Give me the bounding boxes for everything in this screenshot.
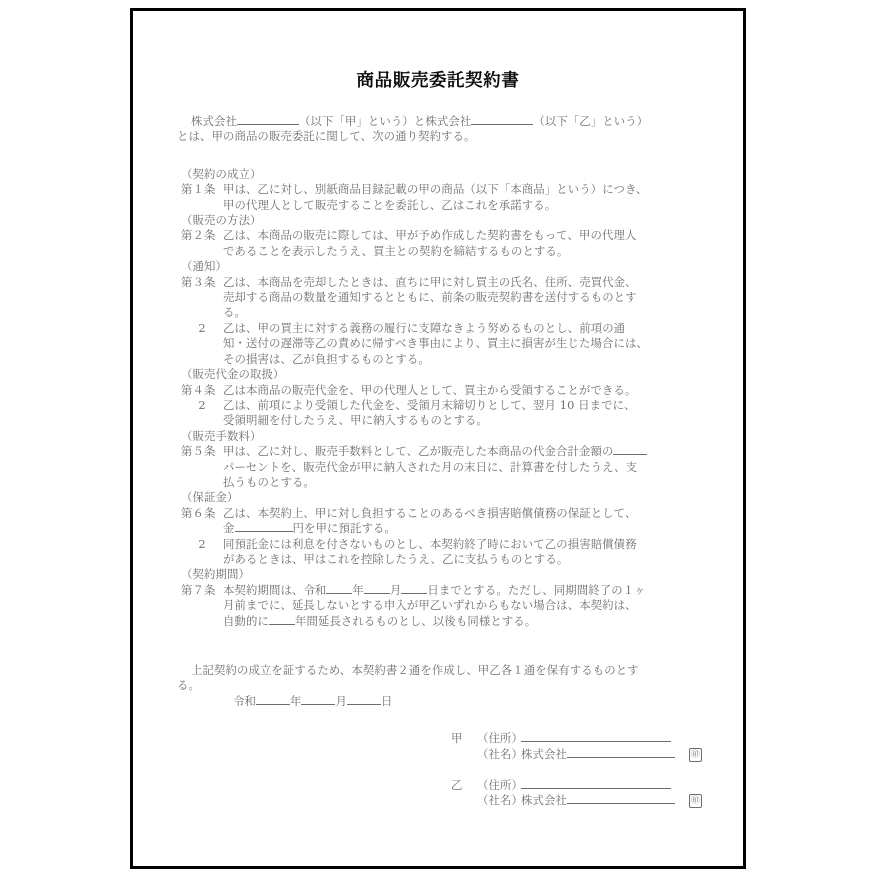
article-7-body <box>223 583 725 629</box>
article-7-term-d: 日までとする。ただし、同期間終了の１ヶ <box>427 582 646 597</box>
article-7-term-a: 本契約期間は、令和 <box>223 582 327 597</box>
article-7-label: 第７条 <box>181 582 216 597</box>
article-1 <box>151 182 725 213</box>
signature-ko-party-label: 甲 <box>451 731 463 746</box>
seal-icon-otsu: ㊞ <box>690 796 700 807</box>
article-6-clause-2-line-1: 同預託金には利息を付さないものとし、本契約終了時において乙の損害賠償債務 <box>223 536 637 551</box>
article-3-line-3: る。 <box>223 305 246 320</box>
closing-statement <box>151 663 725 694</box>
signature-otsu-company-prefix: 株式会社 <box>521 793 567 808</box>
article-2-body <box>223 228 725 259</box>
preamble-text-c: （以下「乙」という） <box>533 114 649 128</box>
article-4-clause-2-label: 2 <box>198 397 206 412</box>
article-5-heading: （販売手数料） <box>181 428 262 443</box>
article-7-blank-year <box>326 593 352 594</box>
article-7 <box>151 583 725 629</box>
article-3-line-2: 売却する商品の数量を通知するとともに、前条の販売契約書を送付するものとす <box>223 290 637 305</box>
article-5-line-1 <box>223 444 725 459</box>
preamble-line-1 <box>177 114 725 129</box>
article-2-label: 第２条 <box>181 228 216 243</box>
article-5-text-a: 甲は、乙に対し、販売手数料として、乙が販売した本商品の代金合計金額の <box>223 444 614 459</box>
signature-ko-name-label: （社名） <box>477 746 523 761</box>
signature-otsu-address-field[interactable] <box>521 788 671 789</box>
article-4 <box>151 383 725 398</box>
spacer-before-closing <box>151 629 725 663</box>
article-7-line-1 <box>223 583 725 598</box>
article-1-heading: （契約の成立） <box>181 166 262 181</box>
article-2-heading: （販売の方法） <box>181 213 262 228</box>
signature-ko-address-field[interactable] <box>521 741 671 742</box>
article-6-deposit-a: 金 <box>223 521 235 536</box>
article-1-label: 第１条 <box>181 182 216 197</box>
article-3-heading: （通知） <box>181 259 227 274</box>
article-5-line-3: 払うものとする。 <box>223 474 315 489</box>
article-4-clause-2-line-1: 乙は、前項により受領した代金を、受領月末締切りとして、翌月 10 日までに、 <box>223 397 636 412</box>
article-6-clause-2-line-2: があるときは、甲はこれを控除したうえ、乙に支払うものとする。 <box>223 551 569 566</box>
article-2 <box>151 228 725 259</box>
article-7-blank-renewal-years <box>269 624 295 625</box>
article-3-clause-2-line-2: 知・送付の遅滞等乙の責めに帰すべき事由により、買主に損害が生じた場合には、 <box>223 336 648 351</box>
article-7-blank-month <box>364 593 390 594</box>
article-6-deposit-b: 円を甲に預託する。 <box>292 521 396 536</box>
article-7-heading: （契約期間） <box>181 567 250 582</box>
article-6-body <box>223 506 725 537</box>
article-6-clause-2 <box>151 537 725 568</box>
article-6-clause-2-body <box>223 537 725 568</box>
article-6-blank-amount <box>235 531 293 532</box>
signature-block <box>151 731 725 809</box>
article-2-line-2: であることを表示したうえ、買主との契約を締結するものとする。 <box>223 243 569 258</box>
article-3-clause-2-line-1: 乙は、甲の買主に対する義務の履行に支障なきよう努めるものとし、前項の通 <box>223 320 626 335</box>
signature-otsu-address-row <box>451 778 725 793</box>
execution-date-line <box>151 694 725 709</box>
preamble-line-2: とは、甲の商品の販売委託に関して、次の通り契約する。 <box>177 129 476 144</box>
article-6-clause-2-label: 2 <box>198 536 206 551</box>
article-7-term-b: 年 <box>352 582 364 597</box>
article-7-term-c: 月 <box>389 582 402 597</box>
spacer-after-preamble <box>151 145 725 167</box>
article-4-clause-2-line-2: 受領明細を付したうえ、甲に納入するものとする。 <box>223 413 488 428</box>
article-6-label: 第６条 <box>181 505 216 520</box>
preamble-paragraph <box>151 114 725 145</box>
article-1-body <box>223 182 725 213</box>
article-7-line-3 <box>223 614 725 629</box>
date-day-label: 日 <box>380 693 393 708</box>
signature-ko-address-label: （住所） <box>477 731 523 746</box>
date-blank-year <box>256 704 290 705</box>
article-1-line-2: 甲の代理人として販売することを委託し、乙はこれを承諾する。 <box>223 197 557 212</box>
article-3-clause-2 <box>151 321 725 367</box>
article-4-heading: （販売代金の取扱） <box>181 367 285 382</box>
article-3-label: 第３条 <box>181 274 216 289</box>
date-blank-day <box>347 704 381 705</box>
article-6-line-1: 乙は、本契約上、甲に対し負担することのあるべき損害賠償債務の保証として、 <box>223 505 637 520</box>
article-7-line-2: 月前までに、延長しないとする申入が甲乙いずれからもない場合は、本契約は、 <box>223 598 637 613</box>
date-year-label: 年 <box>289 693 302 708</box>
article-4-label: 第４条 <box>181 382 216 397</box>
signature-ko-company-prefix: 株式会社 <box>521 746 567 761</box>
spacer-between-signatures <box>451 763 725 778</box>
article-4-clause-2 <box>151 398 725 429</box>
spacer-before-signatures <box>151 709 725 731</box>
signature-ko-address-row <box>451 731 725 746</box>
date-blank-month <box>301 704 335 705</box>
article-3-clause-2-body <box>223 321 725 367</box>
seal-icon-ko: ㊞ <box>690 749 700 760</box>
preamble-blank-party-a <box>237 124 299 125</box>
article-3-clause-2-label: 2 <box>198 320 206 335</box>
article-5-blank-percent <box>613 454 647 455</box>
signature-otsu-address-label: （住所） <box>477 777 523 792</box>
signature-ko-name-row <box>451 747 725 763</box>
article-5 <box>151 444 725 490</box>
article-5-body <box>223 444 725 490</box>
date-month-label: 月 <box>335 693 347 708</box>
signature-party-otsu <box>451 778 725 809</box>
article-3-line-1: 乙は、本商品を売却したときは、直ちに甲に対し買主の氏名、住所、売買代金、 <box>223 274 637 289</box>
signature-otsu-name-row <box>451 793 725 809</box>
article-3-body <box>223 275 725 321</box>
signature-ko-name-field[interactable] <box>567 757 675 758</box>
signature-otsu-name-field[interactable] <box>567 803 675 804</box>
article-3-clause-2-line-3: その損害は、乙が負担するものとする。 <box>223 351 430 366</box>
article-5-label: 第５条 <box>181 444 216 459</box>
article-2-line-1: 乙は、本商品の販売に際しては、甲が予め作成した契約書をもって、甲の代理人 <box>223 228 637 243</box>
signature-otsu-name-label: （社名） <box>477 793 523 808</box>
article-3 <box>151 275 725 321</box>
article-7-blank-day <box>401 593 427 594</box>
article-7-renewal-b: 年間延長されるものとし、以後も同様とする。 <box>294 613 537 628</box>
article-4-clause-2-body <box>223 398 725 429</box>
preamble-text-a: 株式会社 <box>191 114 237 128</box>
date-era-label: 令和 <box>233 693 256 708</box>
signature-party-ko <box>451 731 725 762</box>
article-4-line-1: 乙は本商品の販売代金を、甲の代理人として、買主から受領することができる。 <box>223 382 637 397</box>
document-title: 商品販売委託契約書 <box>356 71 520 91</box>
article-5-line-2: パーセントを、販売代金が甲に納入された月の末日に、計算書を付したうえ、支 <box>223 459 638 474</box>
preamble-text-b: （以下「甲」という）と株式会社 <box>298 114 472 128</box>
document-page-frame <box>130 8 746 869</box>
signature-otsu-party-label: 乙 <box>451 777 463 792</box>
preamble-blank-party-b <box>471 124 533 125</box>
article-6-heading: （保証金） <box>181 490 239 505</box>
article-1-line-1: 甲は、乙に対し、別紙商品目録記載の甲の商品（以下「本商品」という）につき、 <box>223 182 648 197</box>
document-content <box>133 11 743 866</box>
article-6 <box>151 506 725 537</box>
closing-line-1: 上記契約の成立を証するため、本契約書２通を作成し、甲乙各１通を保有するものとす <box>191 663 639 677</box>
article-7-renewal-a: 自動的に <box>223 613 269 628</box>
article-4-body <box>223 383 725 398</box>
article-6-line-2 <box>223 521 725 536</box>
closing-line-2: る。 <box>177 678 200 693</box>
